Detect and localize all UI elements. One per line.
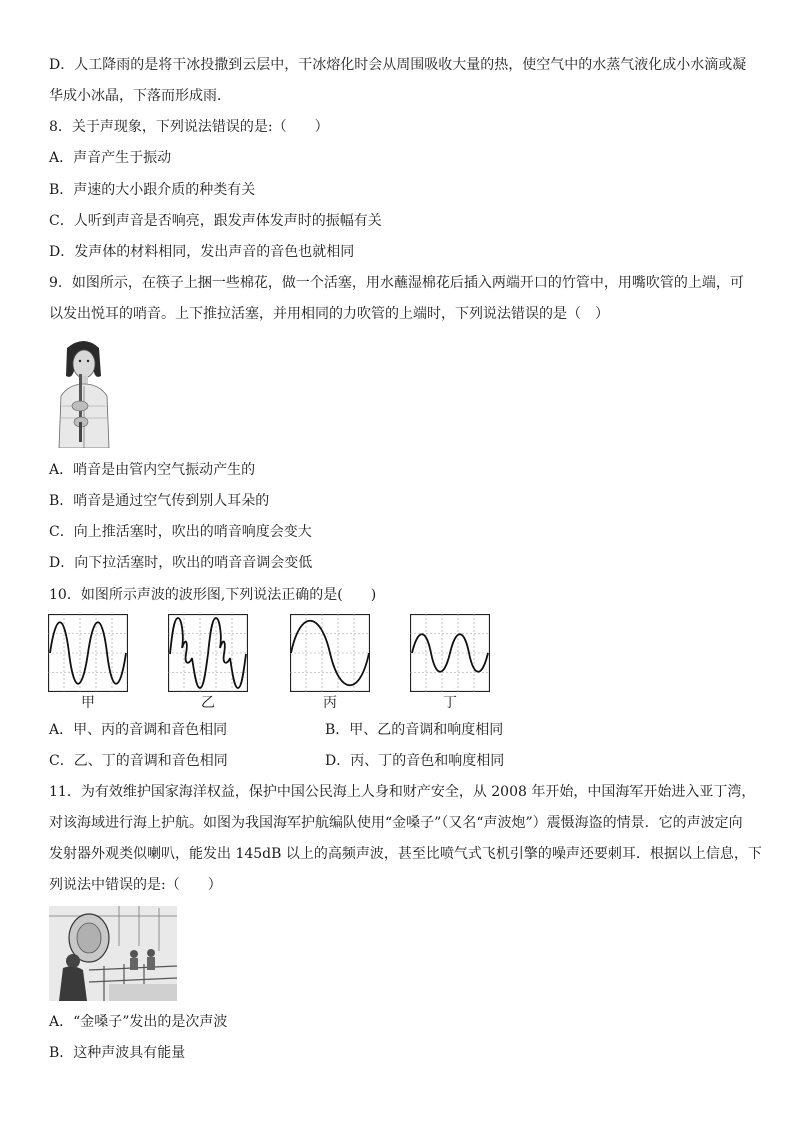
q9-option-c: C．向上推活塞时，吹出的哨音响度会变大: [49, 524, 312, 540]
question-8: 8．关于声现象，下列说法错误的是:（ ）: [49, 119, 329, 135]
waveform-yi: [168, 614, 248, 692]
q9-option-a: A．哨音是由管内空气振动产生的: [49, 462, 256, 478]
girl-whistle-photo: [49, 336, 119, 448]
waveform-label-ding: 丁: [443, 695, 457, 711]
question-10: 10．如图所示声波的波形图,下列说法正确的是( ): [49, 587, 377, 603]
waveform-jia: [48, 614, 128, 692]
q8-option-c: C．人听到声音是否响亮，跟发声体发声时的振幅有关: [49, 213, 382, 229]
navy-sound-cannon-photo: [49, 906, 177, 1001]
waveform-label-jia: 甲: [81, 695, 95, 711]
q8-option-a: A．声音产生于振动: [49, 150, 172, 166]
waveform-label-yi: 乙: [201, 695, 215, 711]
q10-option-b: B．甲、乙的音调和响度相同: [325, 722, 504, 738]
question-11-line2: 对该海域进行海上护航。如图为我国海军护航编队使用“金嗓子”（又名“声波炮”）震慑海盗的情景．它的声波定向: [49, 815, 743, 831]
question-11-line3: 发射器外观类似喇叭，能发出 145dB 以上的高频声波，甚至比喷气式飞机引擎的噪声还要刺耳．根据以上信息，下: [49, 846, 762, 862]
q10-option-d: D．丙、丁的音色和响度相同: [325, 753, 505, 769]
waveform-label-bing: 丙: [323, 695, 337, 711]
waveform-bing: [290, 614, 370, 692]
question-9-line1: 9．如图所示，在筷子上捆一些棉花，做一个活塞，用水蘸湿棉花后插入两端开口的竹管中，用嘴吹管的上端，可: [49, 275, 744, 291]
option-d-line2: 华成小冰晶，下落而形成雨．: [49, 88, 231, 104]
q9-option-d: D．向下拉活塞时，吹出的哨音音调会变低: [49, 555, 313, 571]
q11-option-b: B．这种声波具有能量: [49, 1045, 186, 1061]
q8-option-d: D．发声体的材料相同，发出声音的音色也就相同: [49, 244, 355, 260]
q8-option-b: B．声速的大小跟介质的种类有关: [49, 182, 256, 198]
question-11-line4: 列说法中错误的是:（ ）: [49, 877, 222, 893]
q9-option-b: B．哨音是通过空气传到别人耳朵的: [49, 493, 270, 509]
q10-option-a: A．甲、丙的音调和音色相同: [49, 722, 228, 738]
q10-option-c: C．乙、丁的音调和音色相同: [49, 753, 228, 769]
q11-option-a: A．“金嗓子”发出的是次声波: [49, 1014, 228, 1030]
question-9-line2: 以发出悦耳的哨音。上下推拉活塞，并用相同的力吹管的上端时，下列说法错误的是（ ）: [49, 306, 609, 322]
waveform-ding: [410, 614, 490, 692]
question-11-line1: 11．为有效维护国家海洋权益，保护中国公民海上人身和财产安全，从 2008 年开始，中国海军开始进入亚丁湾，: [49, 784, 756, 800]
option-d-line1: D．人工降雨的是将干冰投撒到云层中，干冰熔化时会从周围吸收大量的热，使空气中的水蒸气液化成小水滴或凝: [49, 57, 747, 73]
